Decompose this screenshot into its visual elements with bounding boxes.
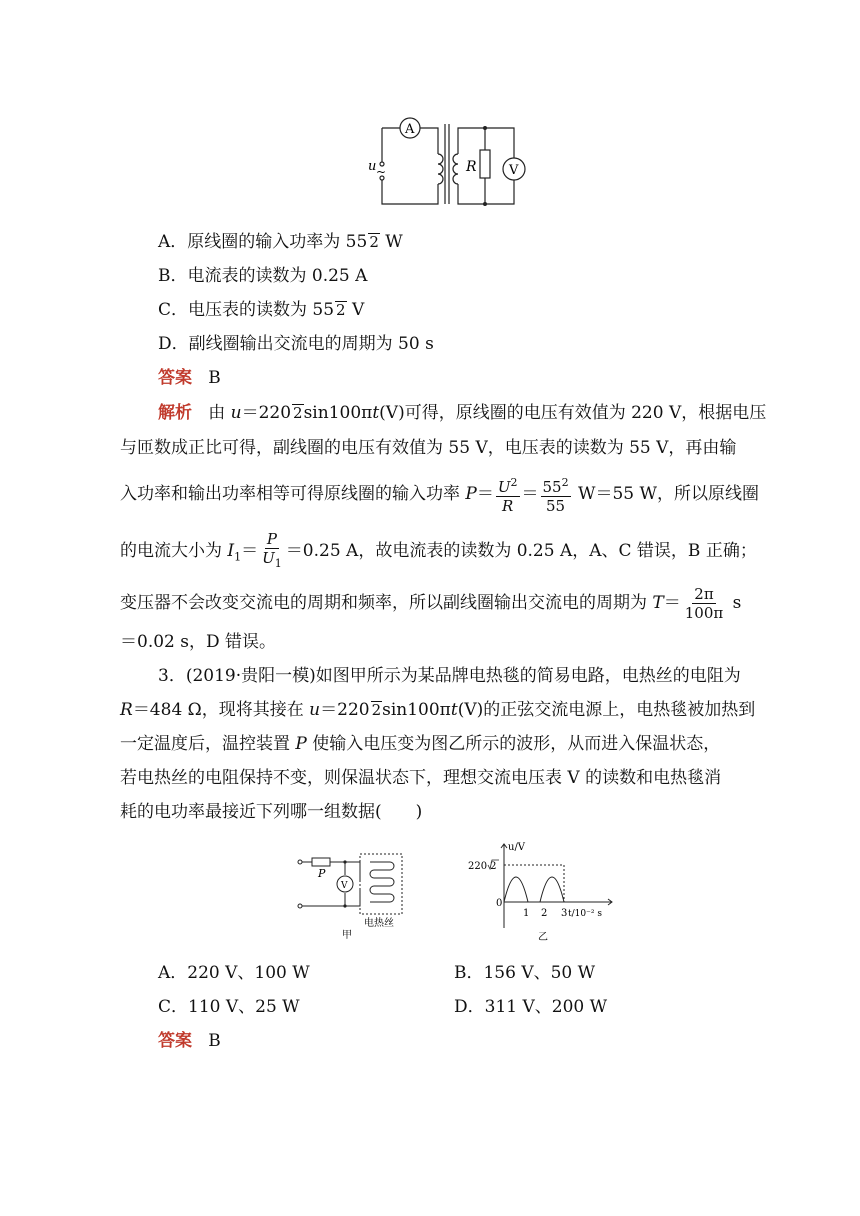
y-tick-label: 220 2 xyxy=(468,861,497,872)
origin-label: 0 xyxy=(496,898,503,909)
y-axis-label: u/V xyxy=(508,842,526,853)
answer-keyword: 答案 xyxy=(158,1031,192,1051)
q3-option-d: D．311 V、200 W xyxy=(454,997,608,1017)
x-tick-2: 2 xyxy=(541,908,548,919)
controller-p-label: P xyxy=(318,867,326,880)
x-tick-3: 3 xyxy=(561,908,568,919)
q3-answer: 答案 B xyxy=(158,1031,221,1051)
fraction: $\frac{U^2}{R}$ xyxy=(497,476,518,515)
q3-stem-line-1: 3．(2019·贵阳一模)如图甲所示为某品牌电热毯的简易电路，电热丝的电阻为 xyxy=(158,666,741,686)
figure-caption-jia: 甲 xyxy=(342,930,352,940)
heating-wire-label: 电热丝 xyxy=(364,918,394,929)
sqrt-symbol: 2 xyxy=(336,301,346,319)
fraction: $\frac{P}{U_1}$ xyxy=(262,530,282,570)
q2-explanation-line-5: 变压器不会改变交流电的周期和频率，所以副线圈输出交流电的周期为 T＝ $\frac{2\pi}{100\pi}$ s xyxy=(120,585,742,622)
q2-option-c: C．电压表的读数为 55 2 V xyxy=(158,300,365,320)
figure-caption-yi: 乙 xyxy=(538,932,548,943)
resistor-label: R xyxy=(466,159,477,175)
waveform-figure xyxy=(462,838,622,944)
ammeter-label: A xyxy=(405,122,415,137)
q2-explanation-line-1: 解析 由 u＝220 2sin100πt(V)可得，原线圈的电压有效值为 220 V，根据电压 xyxy=(158,403,767,423)
x-axis-label: t/10⁻² s xyxy=(568,909,602,919)
q3-option-b: B．156 V、50 W xyxy=(454,963,596,983)
q2-explanation-line-3: 入功率和输出功率相等可得原线圈的输入功率 P＝ $\frac{U^2}{R}$ ＝ $\frac{55^2}{55}$ W＝55 W，所以原线圈 xyxy=(120,476,759,515)
q3-stem-line-5: 耗的电功率最接近下列哪一组数据( ) xyxy=(120,802,423,822)
q2-explanation-line-6: ＝0.02 s，D 错误。 xyxy=(120,632,277,652)
q2-explanation-line-4: 的电流大小为 $I_1=$ $\frac{P}{U_1}$ ＝0.25 A，故电流表的读数为 0.25 A，A、C 错误，B 正确； xyxy=(120,530,757,573)
q3-stem-line-3: 一定温度后，温控装置 P 使输入电压变为图乙所示的波形，从而进入保温状态， xyxy=(120,734,721,754)
x-tick-1: 1 xyxy=(523,908,530,919)
q2-option-a: A．原线圈的输入功率为 55 2 W xyxy=(158,232,403,252)
q3-option-c: C．110 V、25 W xyxy=(158,997,300,1017)
sqrt-symbol: 2 xyxy=(369,233,379,251)
source-tilde-label: ~ xyxy=(376,165,387,179)
q2-option-b: B．电流表的读数为 0.25 A xyxy=(158,266,368,286)
q3-stem-line-4: 若电热丝的电阻保持不变，则保温状态下，理想交流电压表 V 的读数和电热毯消 xyxy=(120,768,722,788)
fraction: $\frac{2\pi}{100\pi}$ xyxy=(684,585,724,622)
q3-option-a: A．220 V、100 W xyxy=(158,963,310,983)
transformer-circuit-figure xyxy=(360,114,530,206)
q2-option-d: D．副线圈输出交流电的周期为 50 s xyxy=(158,334,434,354)
answer-keyword: 答案 xyxy=(158,368,192,388)
q2-answer: 答案 B xyxy=(158,368,221,388)
q3-stem-line-2: R＝484 Ω，现将其接在 u＝220 2sin100πt(V)的正弦交流电源上，电热毯被加热到 xyxy=(120,700,756,720)
explanation-keyword: 解析 xyxy=(158,403,192,423)
voltmeter-label: V xyxy=(341,881,348,891)
fraction: $\frac{55^2}{55}$ xyxy=(542,476,569,515)
q2-explanation-line-2: 与匝数成正比可得，副线圈的电压有效值为 55 V，电压表的读数为 55 V，再由输 xyxy=(120,438,737,458)
voltmeter-label: V xyxy=(509,163,519,178)
source-u-label: u xyxy=(368,159,377,174)
blanket-circuit-figure xyxy=(290,850,410,940)
